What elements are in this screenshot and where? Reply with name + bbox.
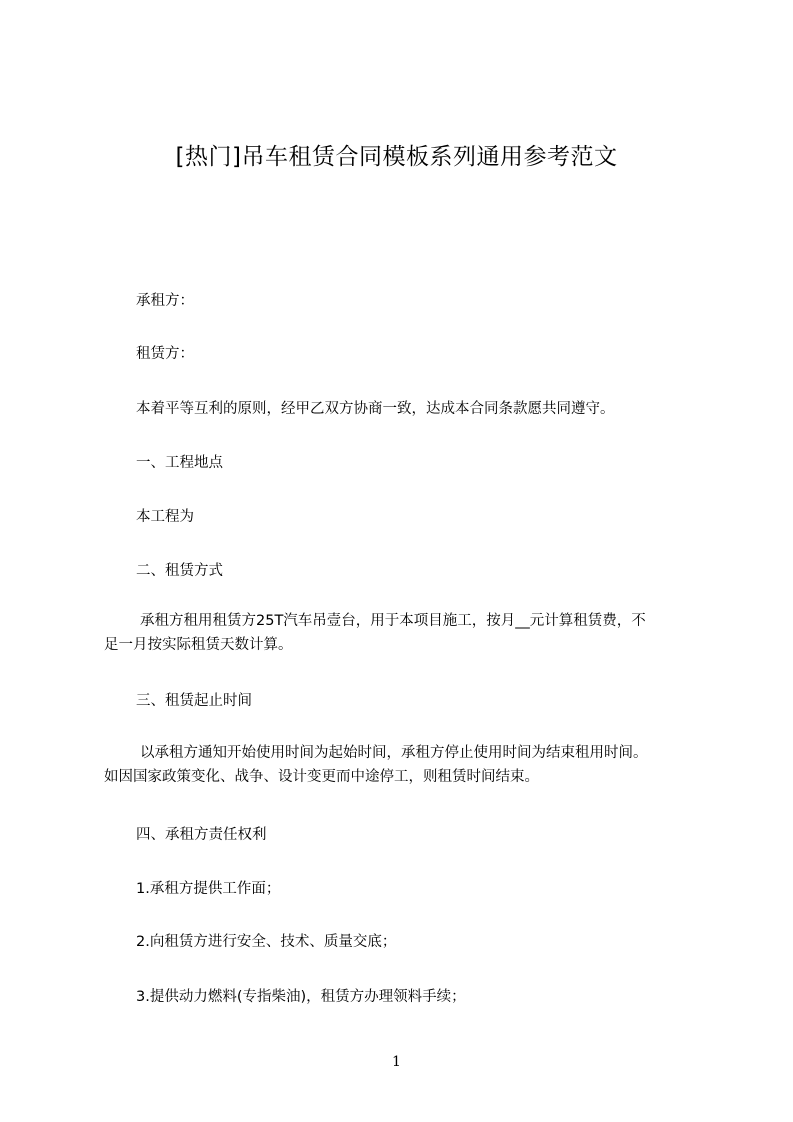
paragraph-line: 足一月按实际租赁天数计算。 (104, 637, 293, 653)
list-item: 3.提供动力燃料(专指柴油)，租赁方办理领料手续； (136, 989, 466, 1005)
list-item: 1.承租方提供工作面； (136, 881, 281, 897)
paragraph-lease-method (104, 609, 704, 657)
document-title: [热门]吊车租赁合同模板系列通用参考范文 (175, 144, 618, 170)
page-number: 1 (392, 1054, 401, 1070)
paragraph-lessor: 租赁方： (136, 346, 194, 362)
list-item: 2.向租赁方进行安全、技术、质量交底； (136, 934, 397, 950)
section-heading-4: 四、承租方责任权利 (136, 827, 267, 843)
paragraph-line: 承租方租用租赁方25T汽车吊壹台，用于本项目施工，按月__元计算租赁费，不 (140, 613, 646, 629)
paragraph-lessee: 承租方： (136, 293, 194, 309)
section-heading-3: 三、租赁起止时间 (136, 693, 252, 709)
paragraph-preamble: 本着平等互利的原则，经甲乙双方协商一致，达成本合同条款愿共同遵守。 (136, 401, 615, 417)
section-heading-2: 二、租赁方式 (136, 563, 223, 579)
section-heading-1: 一、工程地点 (136, 455, 223, 471)
paragraph-line: 如因国家政策变化、战争、设计变更而中途停工，则租赁时间结束。 (104, 769, 539, 785)
paragraph-line: 以承租方通知开始使用时间为起始时间，承租方停止使用时间为结束租用时间。 (140, 745, 648, 761)
paragraph-project: 本工程为 (136, 509, 194, 525)
paragraph-lease-period (104, 741, 704, 789)
